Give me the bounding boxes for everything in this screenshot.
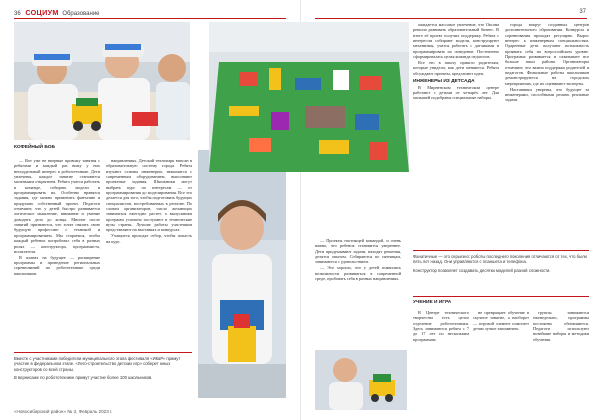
photo-children-robotics-image	[14, 22, 190, 140]
bottom-column-1-text: В Центре технического творчества есть целое отделение робототехники. Здесь занимаются ребята с 7 до 17 лет по нескольким программам.	[413, 310, 469, 342]
right-column-3	[315, 238, 401, 356]
page-number-left: 36	[14, 11, 21, 17]
right-column-1	[413, 22, 499, 246]
bottom-column-2-text: не превращает обучение в скучное занятие, а наоборот — игровой элемент помогает детям лучше запоминать.	[473, 310, 529, 332]
bottom-column-2	[473, 310, 529, 406]
right-page	[300, 0, 600, 420]
subhead-engineers-kindergarten: ИНЖЕНЕРЫ ИЗ ДЕТСАДА	[413, 78, 475, 84]
section-subtitle: Образование	[62, 11, 100, 17]
photo-lego-city	[209, 22, 409, 172]
right-note	[413, 250, 589, 273]
left-column-2-text: направлениях. Детский технопарк вписан в образовательную систему города. Ребята изучают основы инженерии, знакомятся с современным оборудованием, выполняют проектные задания. Школьники могут выбрать курс по интересам — от программирования до моделирования. Все это делается для того, чтобы подготовить будущих специалистов, востребованных в регионе. По словам организаторов, число желающих заниматься ежегодно растет, а выпускники программ успешно поступают в технические вузы страны. Лучшие работы участников представляют на выставках и конкурсах.	[106, 158, 192, 233]
right-column-2-text: города вокруг созданных центров дополнительного образования. Конкурсы и соревнования проходят регулярно. Вырос интерес к инженерным специальностям. Одаренные дети получают возможность проявить себя на всероссийском уровне. Программа развивается и охватывает все больше школ района. Организаторы отмечают, что важна поддержка родителей и педагогов. Финальные работы школьников демонстрируются на городских мероприятиях, где их оценивают эксперты.	[505, 22, 589, 86]
left-column-1-end: В планах на будущее — расширение программы и проведение региональных соревнований по робототехнике среди школьников.	[14, 254, 100, 276]
left-note-text: Вместе с участниками победители муниципального этапа фестиваля «ИКаР» примут участие в федеральном этапе. «Лего-строительство детских игр» соберет юных конструкторов со всей страны.	[14, 356, 181, 372]
page-number-right: 37	[579, 9, 586, 15]
photo-boy-robot	[315, 350, 407, 410]
right-column-3-end: — Это хорошо, что у детей появились возможности развиваться в современной среде, пробовать себя в разных направлениях.	[315, 265, 401, 281]
photo-children-robotics	[14, 22, 190, 140]
header-rule-left	[14, 18, 286, 19]
right-note-text: Фанатичные — это серьезно: роботы последнего поколения отличаются от тех, что были пять лет назад. Они управляются с планшета и телефона.	[413, 254, 587, 265]
bottom-section-rule	[413, 296, 589, 297]
right-column-1-text: ожидается массовое увлечение, что Оксана решила развивать образовательный бизнес. В итоге её проект получил поддержку. Ребята с интересом собирают модели, конструируют механизмы, учатся работать с датчиками и программировать их поведение. Постепенно сформировалась целая команда педагогов.	[413, 22, 499, 60]
photo-boy-robot-image	[315, 350, 407, 410]
header-rule-right	[315, 18, 587, 19]
subhead-learning-and-play: УЧЕНИЕ И ИГРА	[413, 300, 452, 305]
right-column-1-end: Все это в школу пришло родителям, которые увидели, как дети меняются. Ребята обсуждают проекты, предлагают идеи.	[413, 59, 499, 76]
left-note-text-2: В вернисаже по робототехнике примут участие более 100 школьников.	[14, 374, 153, 380]
right-note-text-2: Конструктор позволяет создавать десятки моделей разной сложности.	[413, 267, 551, 273]
photo-caption: КОФЕЙНЫЙ БОБ	[14, 145, 55, 150]
right-column-2-end: Наставники уверены, что будущее за инженерами, способными решать реальные задачи.	[505, 86, 589, 103]
photo-girl-robot	[198, 150, 286, 398]
left-bottom-note	[14, 352, 192, 380]
left-column-2	[106, 158, 192, 348]
left-footer: «Новосибирский район» № 3, Февраль 2023 г.	[14, 409, 113, 414]
left-column-1-text: — Вот уже не впервые провожу занятия с ребятами и каждый раз вижу у них неподдельный интерес к робототехнике. Дети увлечены, каждое занятие становится маленьким открытием. Ребята учатся работать в команде, собирать модели и программировать их. Особенно нравятся задания, где можно применить фантазию и придумать собственный проект. Педагоги отмечают, что у детей быстро развивается логическое мышление, внимание и умение доводить дело до конца. Многие после занятий признаются, что хотят связать свою будущую профессию с техникой и программированием. Мы стараемся, чтобы каждый ребенок попробовал себя в разных ролях — конструктора, программиста, испытателя.	[14, 158, 100, 254]
bottom-column-1	[413, 310, 469, 406]
right-page-header	[579, 9, 586, 16]
bottom-column-3-text: группы занимаются еженедельно, программы постоянно обновляются. Педагоги используют новейшие наборы и методики обучения.	[533, 310, 589, 342]
right-column-1b-text: В Мирненском техническом центре работают с детьми от четырёх лет. Для малышей подобраны специальные наборы.	[413, 84, 499, 101]
right-column-2	[505, 22, 589, 246]
bottom-column-3	[533, 310, 589, 406]
left-page-header	[14, 9, 100, 18]
section-title: СОЦИУМ	[25, 8, 59, 17]
left-column-2-end: Учащиеся проходят отбор, чтобы попасть на курс.	[106, 233, 192, 244]
right-column-3-text: — Проекты настоящей командой, и очень важно, что ребенок становится увереннее. Дети придумывают задачи, находят решения, делятся опытом. Собираются по пятницам, занимаются с удовольствием.	[315, 238, 401, 265]
photo-girl-robot-image	[198, 150, 286, 398]
left-column-1	[14, 158, 100, 348]
photo-lego-city-image	[209, 22, 409, 172]
